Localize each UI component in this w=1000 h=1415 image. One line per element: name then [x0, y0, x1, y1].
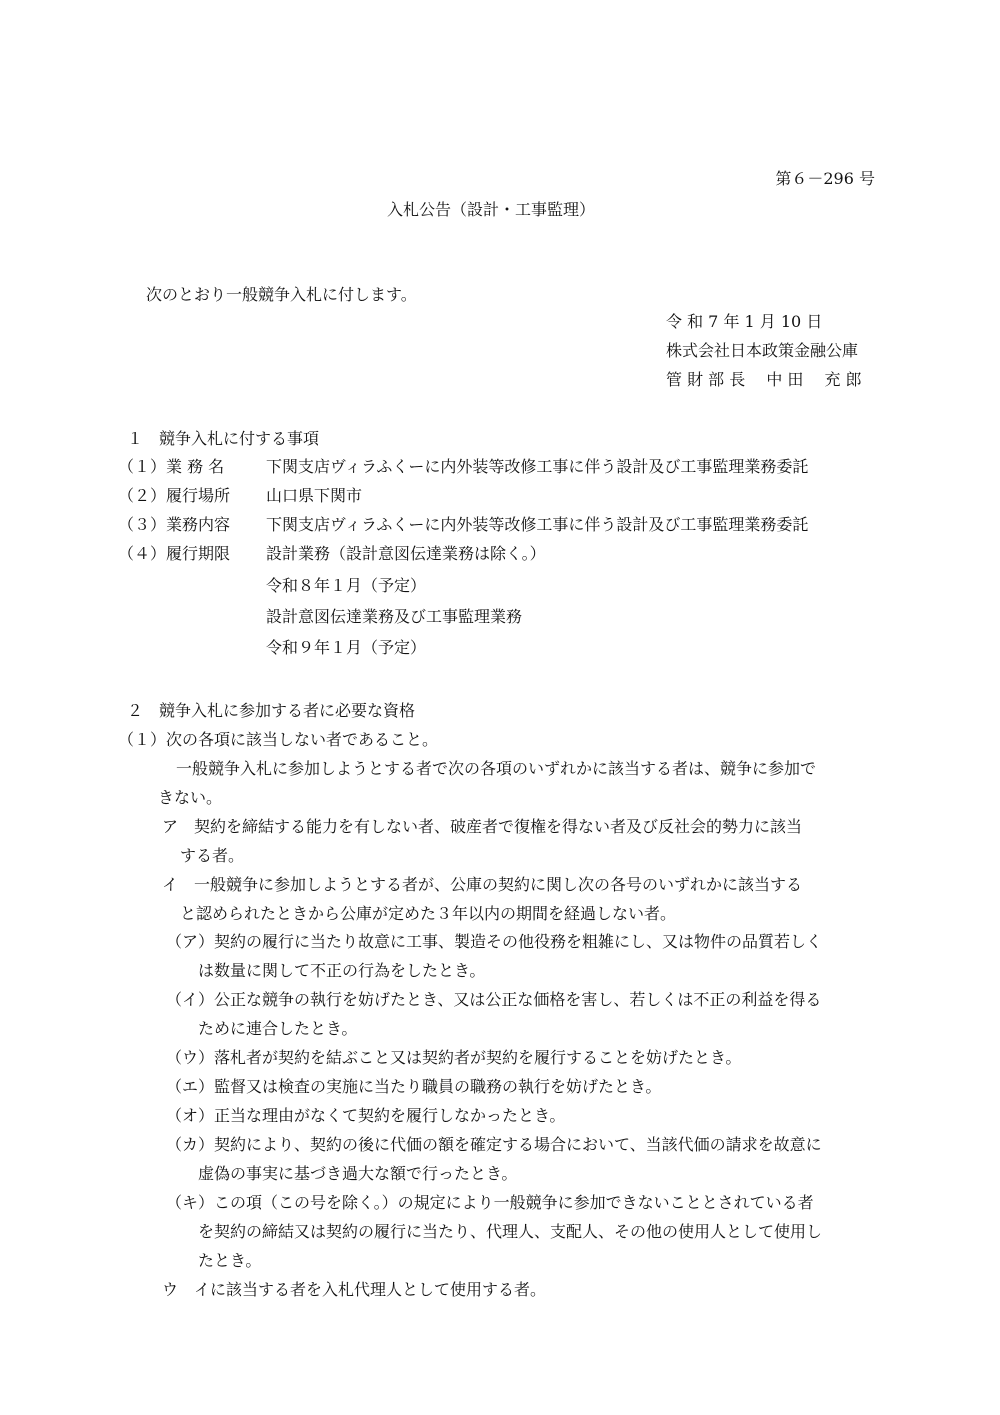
- section1-heading: １ 競争入札に付する事項: [127, 429, 320, 448]
- period-line: 設計意図伝達業務及び工事監理業務: [266, 607, 523, 626]
- item-label: （４）履行期限: [118, 544, 231, 563]
- issuer-person: 管 財 部 長 中 田 充 郎: [666, 370, 862, 389]
- period-line: 令和８年１月（予定）: [266, 576, 427, 595]
- paragraph-line: きない。: [158, 788, 223, 807]
- item-value: 設計業務（設計意図伝達業務は除く。）: [266, 544, 546, 563]
- item-label: （３）業務内容: [118, 515, 231, 534]
- subclause: （エ）監督又は検査の実施に当たり職員の職務の執行を妨げたとき。: [166, 1077, 662, 1096]
- clause-i: イ 一般競争に参加しようとする者が、公庫の契約に関し次の各号のいずれかに該当する: [162, 875, 803, 894]
- item-value: 山口県下関市: [266, 486, 363, 505]
- item-label: （２）履行場所: [118, 486, 231, 505]
- subclause: （ウ）落札者が契約を結ぶこと又は契約者が契約を履行することを妨げたとき。: [166, 1048, 742, 1067]
- item-label: （１）業 務 名: [118, 457, 225, 476]
- period-line: 令和９年１月（予定）: [266, 638, 427, 657]
- subclause: （カ）契約により、契約の後に代価の額を確定する場合において、当該代価の請求を故意に: [166, 1135, 822, 1154]
- subclause-cont: 虚偽の事実に基づき過大な額で行ったとき。: [198, 1164, 518, 1183]
- subclause: （ア）契約の履行に当たり故意に工事、製造その他役務を粗雑にし、又は物件の品質若しく: [166, 932, 823, 951]
- paragraph-line: 一般競争入札に参加しようとする者で次の各項のいずれかに該当する者は、競争に参加で: [176, 759, 817, 778]
- clause-a: ア 契約を締結する能力を有しない者、破産者で復権を得ない者及び反社会的勢力に該当: [162, 817, 803, 836]
- issue-date: 令 和 7 年 1 月 10 日: [666, 312, 823, 331]
- clause-u: ウ イに該当する者を入札代理人として使用する者。: [162, 1280, 547, 1299]
- subclause-cont: ために連合したとき。: [198, 1019, 358, 1038]
- subclause-cont: を契約の締結又は契約の履行に当たり、代理人、支配人、その他の使用人として使用し: [198, 1222, 823, 1241]
- intro-text: 次のとおり一般競争入札に付します。: [146, 285, 417, 304]
- document-title: 入札公告（設計・工事監理）: [387, 200, 596, 219]
- qualification-item: （１）次の各項に該当しない者であること。: [118, 730, 439, 749]
- subclause-cont: たとき。: [198, 1251, 262, 1270]
- subclause: （キ）この項（この号を除く。）の規定により一般競争に参加できないこととされている者: [166, 1193, 814, 1212]
- section2-heading: ２ 競争入札に参加する者に必要な資格: [127, 701, 416, 720]
- issuer-organization: 株式会社日本政策金融公庫: [666, 341, 859, 360]
- clause-i-cont: と認められたときから公庫が定めた３年以内の期間を経過しない者。: [180, 904, 677, 923]
- document-number: 第６－296 号: [775, 169, 875, 188]
- subclause: （オ）正当な理由がなくて契約を履行しなかったとき。: [166, 1106, 566, 1125]
- subclause: （イ）公正な競争の執行を妨げたとき、又は公正な価格を害し、若しくは不正の利益を得る: [166, 990, 822, 1009]
- item-value: 下関支店ヴィラふくーに内外装等改修工事に伴う設計及び工事監理業務委託: [266, 457, 809, 476]
- clause-a-cont: する者。: [180, 846, 245, 865]
- item-value: 下関支店ヴィラふくーに内外装等改修工事に伴う設計及び工事監理業務委託: [266, 515, 809, 534]
- subclause-cont: は数量に関して不正の行為をしたとき。: [198, 961, 486, 980]
